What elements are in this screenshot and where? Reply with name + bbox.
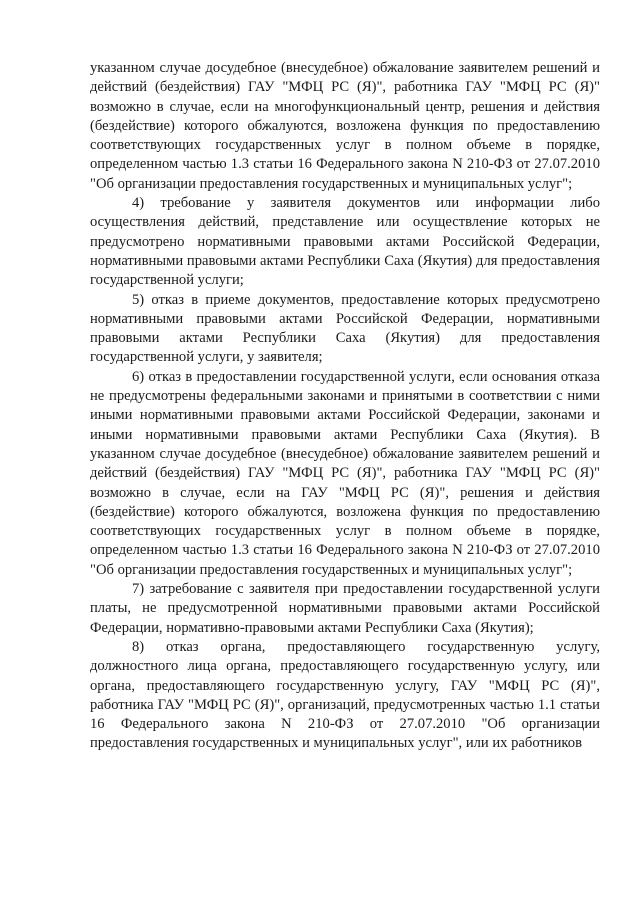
paragraph-item-6: 6) отказ в предоставлении государственной услуги, если основания отказа не предусмотрены федеральными законами и принятыми в соответствии с ними иными нормативными правовыми актами Российской Федерации, законами и иными нормативными правовыми актами Республики Саха (Якутия). В указанном случае досудебное (внесудебное) обжалование заявителем решений и действий (бездействия) ГАУ "МФЦ РС (Я)", работника ГАУ "МФЦ РС (Я)" возможно в случае, если на ГАУ "МФЦ РС (Я)", решения и действия (бездействие) которого обжалуются, возложена функция по предоставлению соответствующих государственных услуг в полном объеме в порядке, определенном частью 1.3 статьи 16 Федерального закона N 210-ФЗ от 27.07.2010 "Об организации предоставления государственных и муниципальных услуг"; <box>90 368 600 578</box>
paragraph-item-5: 5) отказ в приеме документов, предоставление которых предусмотрено нормативными правовыми актами Российской Федерации, нормативными правовыми актами Республики Саха (Якутия) для предоставления государственной услуги, у заявителя; <box>90 291 600 366</box>
paragraph-continuation: указанном случае досудебное (внесудебное) обжалование заявителем решений и действий (бездействия) ГАУ "МФЦ РС (Я)", работника ГАУ "МФЦ РС (Я)" возможно в случае, если на многофункциональный центр, решения и действия (бездействие) которого обжалуются, возложена функция по предоставлению соответствующих государственных услуг в полном объеме в порядке, определенном частью 1.3 статьи 16 Федерального закона N 210-ФЗ от 27.07.2010 "Об организации предоставления государственных и муниципальных услуг"; <box>90 60 600 192</box>
paragraph-item-8: 8) отказ органа, предоставляющего государственную услугу, должностного лица органа, предоставляющего государственную услугу, или органа, предоставляющего государственную услугу, ГАУ "МФЦ РС (Я)", работника ГАУ "МФЦ РС (Я)", организаций, предусмотренных частью 1.1 статьи 16 Федерального закона N 210-ФЗ от 27.07.2010 "Об организации предоставления государственных и муниципальных услуг", или их работников <box>90 638 600 752</box>
paragraph-item-7: 7) затребование с заявителя при предоставлении государственной услуги платы, не предусмотренной нормативными правовыми актами Российской Федерации, нормативно-правовыми актами Республики Саха (Якутия); <box>90 581 600 636</box>
paragraph-item-4: 4) требование у заявителя документов или информации либо осуществления действий, представление или осуществление которых не предусмотрено нормативными правовыми актами Российской Федерации, нормативными правовыми актами Республики Саха (Якутия) для предоставления государственной услуги; <box>90 195 600 289</box>
